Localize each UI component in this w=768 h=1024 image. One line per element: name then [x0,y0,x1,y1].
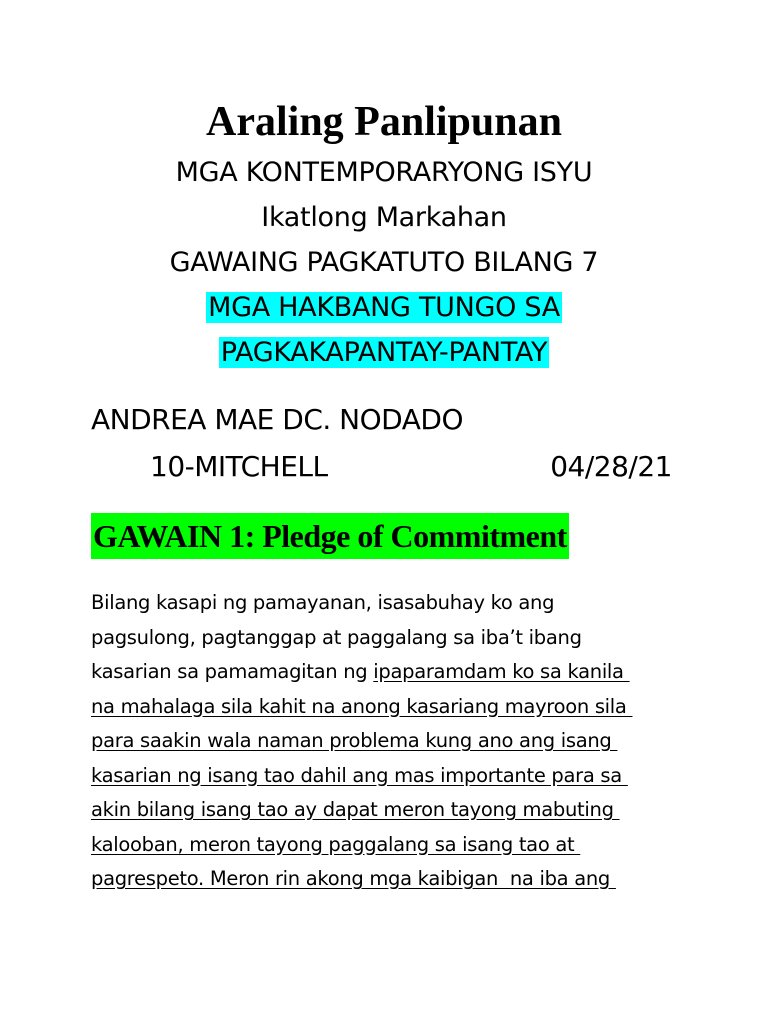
task-title: GAWAIN 1: Pledge of Commitment [91,513,569,559]
underlined-text: kalooban, meron tayong paggalang sa isang tao at [91,832,581,856]
plain-text: Bilang kasapi ng pamayanan, isasabuhay ko ang [91,591,555,614]
heading-line-subject [0,150,768,195]
plain-text: pagsulong, pagtanggap at paggalang sa iba’t ibang [91,625,582,649]
underlined-text: kasarian ng isang tao dahil ang mas importante para sa [91,763,628,787]
pledge-paragraph [91,586,691,897]
underlined-text: akin bilang isang tao ay dapat meron tayong mabuting [91,798,620,821]
paragraph-line [91,690,691,725]
heading-line-topic-2 [0,330,768,375]
page-title: Araling Panlipunan [206,99,562,145]
heading-line-activity [0,240,768,285]
plain-text: kasarian sa pamamagitan ng [91,660,374,683]
heading-text: GAWAING PAGKATUTO BILANG 7 [169,247,599,278]
highlighted-heading-text: PAGKAKAPANTAY-PANTAY [220,337,548,368]
heading-block [0,150,768,375]
submission-date: 04/28/21 [550,450,672,483]
underlined-text: na mahalaga sila kahit na anong kasariang mayroon sila [91,694,633,718]
paragraph-line [91,828,691,863]
paragraph-line [91,759,691,794]
underlined-text: para saakin wala naman problema kung ano ang isang [91,729,618,752]
student-name: ANDREA MAE DC. NODADO [91,403,463,436]
underlined-text: ipaparamdam ko sa kanila [373,660,630,683]
paragraph-line [91,793,691,828]
paragraph-line [91,724,691,759]
paragraph-line [91,655,691,690]
paragraph-line [91,862,691,897]
heading-text: Ikatlong Markahan [261,202,507,233]
student-section: 10-MITCHELL [150,450,328,483]
heading-line-topic-1 [0,285,768,330]
underlined-text: pagrespeto. Meron rin akong mga kaibigan na iba ang [91,867,616,890]
paragraph-line [91,586,691,621]
paragraph-line [91,621,691,656]
highlighted-heading-text: MGA HAKBANG TUNGO SA [208,292,560,323]
heading-text: MGA KONTEMPORARYONG ISYU [175,157,593,188]
heading-line-quarter [0,195,768,240]
